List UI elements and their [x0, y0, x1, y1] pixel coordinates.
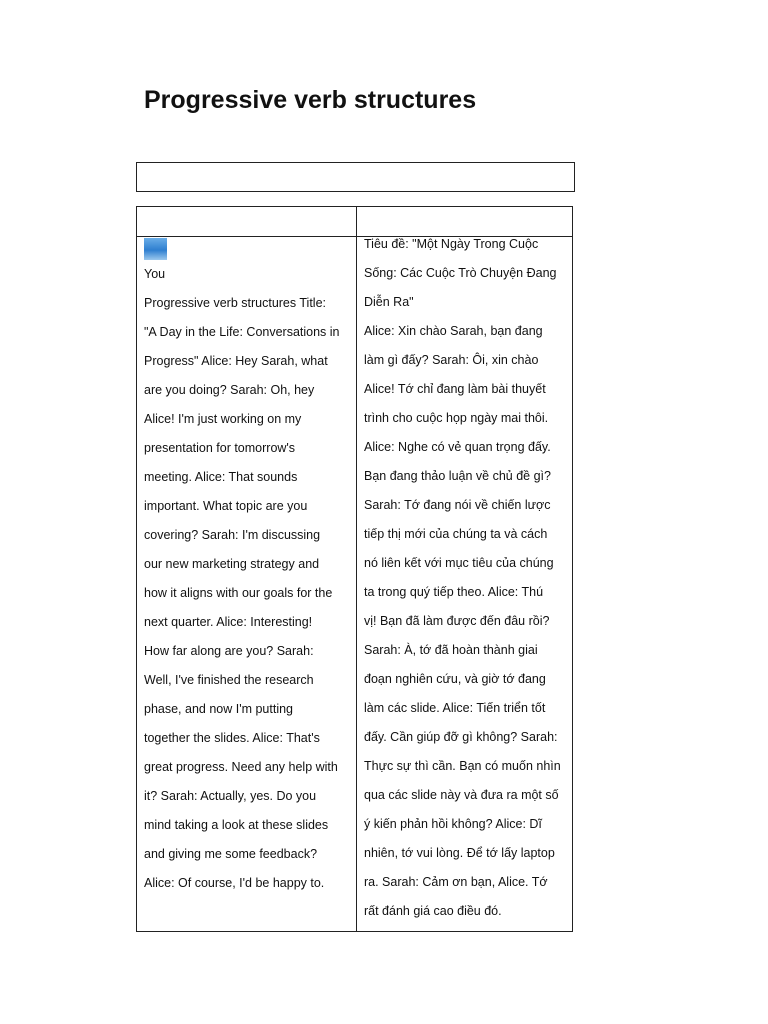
text-line: meeting. Alice: That sounds — [144, 470, 298, 484]
text-line: làm các slide. Alice: Tiến triển tốt — [364, 701, 546, 715]
text-line: how it aligns with our goals for the — [144, 586, 333, 600]
column-divider — [356, 207, 357, 931]
english-text — [144, 289, 354, 898]
text-line: Bạn đang thảo luận về chủ đề gì? — [364, 469, 551, 483]
text-line: Alice: Of course, I'd be happy to. — [144, 876, 325, 890]
text-line: tiếp thị mới của chúng ta và cách — [364, 527, 548, 541]
text-line: covering? Sarah: I'm discussing — [144, 528, 321, 542]
text-line: presentation for tomorrow's — [144, 441, 296, 455]
page-title: Progressive verb structures — [144, 86, 477, 114]
vietnamese-cell — [364, 230, 570, 926]
text-line: Alice: Nghe có vẻ quan trọng đấy. — [364, 440, 551, 454]
translation-table — [136, 206, 573, 932]
text-line: next quarter. Alice: Interesting! — [144, 615, 313, 629]
text-line: Alice! Tớ chỉ đang làm bài thuyết — [364, 382, 546, 396]
text-line: đoạn nghiên cứu, và giờ tớ đang — [364, 672, 546, 686]
text-line: Well, I've finished the research — [144, 673, 314, 687]
author-label: You — [144, 267, 166, 281]
text-line: đấy. Cần giúp đỡ gì không? Sarah: — [364, 730, 558, 744]
text-line: important. What topic are you — [144, 499, 308, 513]
text-line: nó liên kết với mục tiêu của chúng — [364, 556, 554, 570]
text-line: nhiên, tớ vui lòng. Để tớ lấy laptop — [364, 846, 555, 860]
text-line: How far along are you? Sarah: — [144, 644, 314, 658]
text-line: phase, and now I'm putting — [144, 702, 294, 716]
text-line: Sarah: À, tớ đã hoàn thành giai — [364, 643, 538, 657]
text-line: great progress. Need any help with — [144, 760, 338, 774]
text-line: Alice: Xin chào Sarah, bạn đang — [364, 324, 543, 338]
text-line: Progressive verb structures Title: — [144, 296, 327, 310]
text-line: ta trong quý tiếp theo. Alice: Thú — [364, 585, 544, 599]
text-line: Tiêu đề: "Một Ngày Trong Cuộc — [364, 237, 539, 251]
text-line: and giving me some feedback? — [144, 847, 318, 861]
text-line: mind taking a look at these slides — [144, 818, 329, 832]
english-cell — [144, 237, 354, 898]
text-line: our new marketing strategy and — [144, 557, 320, 571]
text-line: Sống: Các Cuộc Trò Chuyện Đang — [364, 266, 557, 280]
text-line: trình cho cuộc họp ngày mai thôi. — [364, 411, 549, 425]
text-line: qua các slide này và đưa ra một số — [364, 788, 559, 802]
vietnamese-text — [364, 230, 570, 926]
text-line: làm gì đấy? Sarah: Ôi, xin chào — [364, 353, 539, 367]
text-line: Progress" Alice: Hey Sarah, what — [144, 354, 328, 368]
text-line: together the slides. Alice: That's — [144, 731, 320, 745]
text-line: Diễn Ra" — [364, 295, 414, 309]
text-line: Thực sự thì cần. Bạn có muốn nhìn — [364, 759, 561, 773]
text-line: ra. Sarah: Cảm ơn bạn, Alice. Tớ — [364, 875, 548, 889]
text-line: it? Sarah: Actually, yes. Do you — [144, 789, 317, 803]
text-line: ý kiến phản hồi không? Alice: Dĩ — [364, 817, 542, 831]
text-line: vị! Bạn đã làm được đến đâu rồi? — [364, 614, 550, 628]
text-line: "A Day in the Life: Conversations in — [144, 325, 340, 339]
text-line: are you doing? Sarah: Oh, hey — [144, 383, 315, 397]
text-line: rất đánh giá cao điều đó. — [364, 904, 502, 918]
empty-header-box — [136, 162, 575, 192]
text-line: Sarah: Tớ đang nói về chiến lược — [364, 498, 551, 512]
text-line: Alice! I'm just working on my — [144, 412, 302, 426]
avatar-image-icon — [144, 238, 167, 260]
